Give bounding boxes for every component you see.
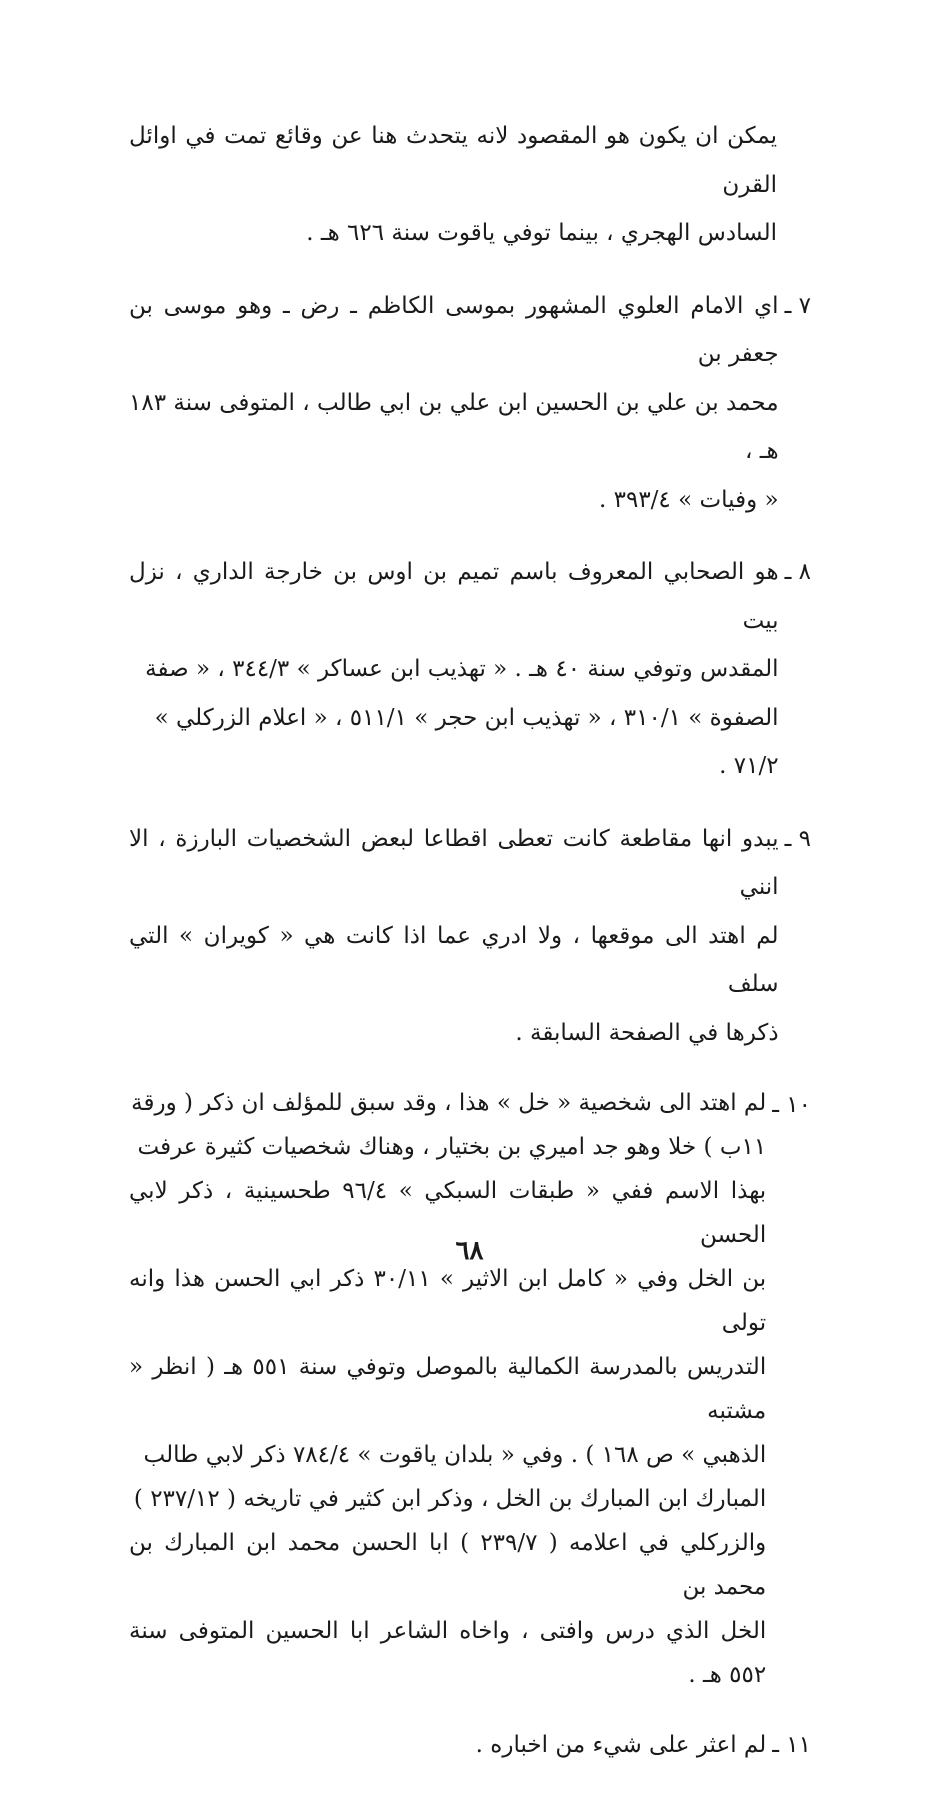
footnote-number: ٧ ـ [784,292,811,319]
footnote-text: يبدو انها مقاطعة كانت تعطى اقطاعا لبعض الشخصيات البارزة ، الا انني لم اهتد الى موقعها ، ولا ادري عما اذا كانت هي « كويران » التي سلف ذكرها في الصفحة السابقة . [129,825,779,1046]
footnote-text: اي الامام العلوي المشهور بموسى الكاظم ـ رض ـ وهو موسى بن جعفر بن محمد بن علي بن الحسين ابن علي بن ابي طالب ، المتوفى سنة ١٨٣ هـ ، « وفيات » ٣٩٣/٤ . [129,292,779,513]
footnote-10 [129,1081,811,1697]
footnote-number: ١١ ـ [772,1732,811,1758]
footnote-number: ١٠ ـ [772,1092,811,1118]
footnotes [129,112,811,1794]
footnote-7 [129,282,811,525]
footnote-text: لم اهتد الى شخصية « خل » هذا ، وقد سبق للمؤلف ان ذكر ( ورقة ١١ب ) خلا وهو جد اميري بن بختيار ، وهناك شخصيات كثيرة عرفت بهذا الاسم ففي « طبقات السبكي » ٩٦/٤ طحسينية ، ذكر لابي الحسن بن الخل وفي « كامل ابن الاثير » ٣٠/١١ ذكر ابي الحسن هذا وانه تولى التدريس بالمدرسة الكمالية بالموصل وتوفي سنة ٥٥١ هـ ( انظر « مشتبه الذهبي » ص ١٦٨ ) . وفي « بلدان ياقوت » ٧٨٤/٤ ذكر لابي طالب المبارك ابن المبارك بن الخل ، وذكر ابن كثير في تاريخه ( ٢٣٧/١٢ ) والزركلي في اعلامه ( ٢٣٩/٧ ) ابا الحسن محمد ابن المبارك بن محمد بن الخل الذي درس وافتى ، واخاه الشاعر ابا الحسين المتوفى سنة ٥٥٢ هـ . [129,1090,767,1688]
page-number: ٦٨ [455,1236,484,1266]
footnote-11 [129,1721,811,1770]
footnote-text: يمكن ان يكون هو المقصود لانه يتحدث هنا عن وقائع تمت في اوائل القرن السادس الهجري ، بينما توفي ياقوت سنة ٦٢٦ هـ . [129,123,777,246]
footnote-continuation [129,112,811,258]
footnote-9 [129,815,811,1058]
footnote-8 [129,548,811,791]
footnote-text: لم اعثر على شيء من اخباره . [475,1732,767,1758]
footnote-number: ٨ ـ [784,559,811,585]
footnote-number: ٩ ـ [784,825,811,852]
footnote-text: هو الصحابي المعروف باسم تميم بن اوس بن خارجة الداري ، نزل بيت المقدس وتوفي سنة ٤٠ هـ . « تهذيب ابن عساكر » ٣٤٤/٣ ، « صفة الصفوة » ٣١٠/١ ، « تهذيب ابن حجر » ٥١١/١ ، « اعلام الزركلي » ٧١/٢ . [129,559,779,779]
